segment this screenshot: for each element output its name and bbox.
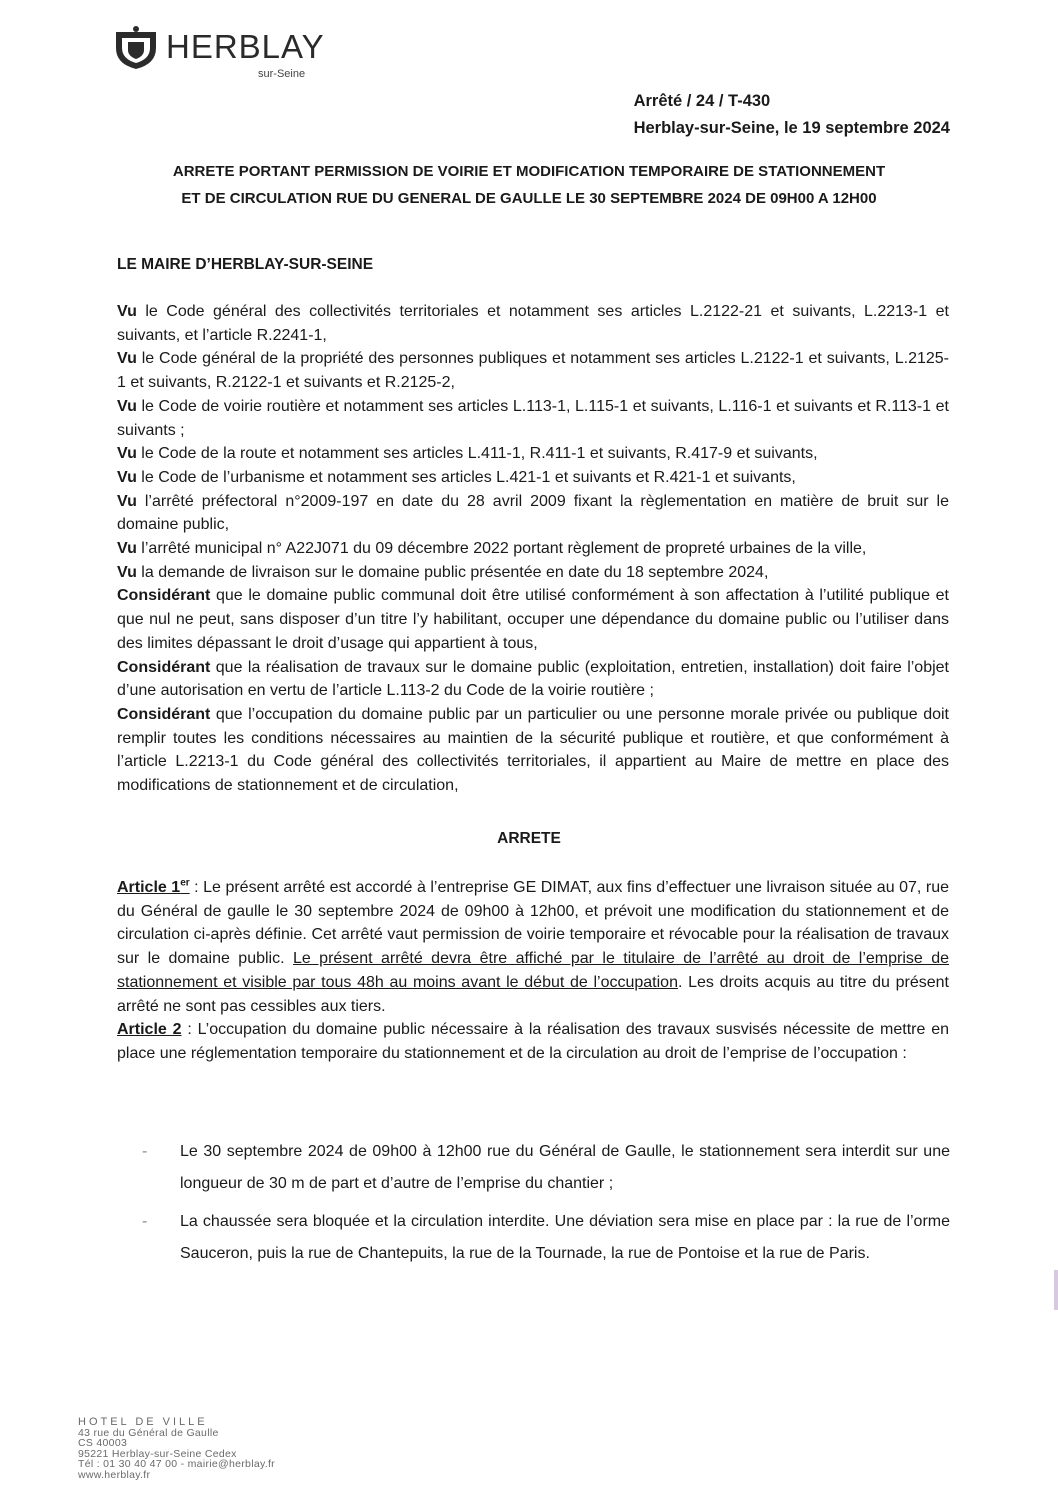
visa-item: Vu l’arrêté préfectoral n°2009-197 en date du 28 avril 2009 fixant la règlementation en matière de bruit sur le domaine public, xyxy=(117,492,949,534)
article-1-label: Article 1 xyxy=(117,879,181,896)
scan-edge-mark xyxy=(1054,1270,1058,1310)
visa-item: Vu le Code général des collectivités territoriales et notamment ses articles L.2122-21 et suivants, L.2213-1 et suivants, et l’article R.2241-1, xyxy=(117,303,949,344)
bullet-dash-icon: - xyxy=(142,1143,148,1160)
footer-address: HOTEL DE VILLE 43 rue du Général de Gaulle CS 40003 95221 Herblay-sur-Seine Cedex Tél : 01 30 40 47 00 - mairie@herblay.fr www.herblay.fr xyxy=(78,1416,275,1481)
reference-block xyxy=(634,88,950,142)
herblay-logo xyxy=(112,22,342,84)
logo-name: HERBLAY xyxy=(166,28,325,65)
visa-item: Vu l’arrêté municipal n° A22J071 du 09 décembre 2022 portant règlement de propreté urbaines de la ville, xyxy=(117,540,867,558)
mayor-heading: LE MAIRE D’HERBLAY-SUR-SEINE xyxy=(117,256,374,273)
footer-heading: HOTEL DE VILLE xyxy=(78,1416,208,1428)
title-line-2: ET DE CIRCULATION RUE DU GENERAL DE GAULLE LE 30 SEPTEMBRE 2024 DE 09H00 A 12H00 xyxy=(181,190,877,207)
measures-list xyxy=(142,1136,950,1276)
visa-item: Vu la demande de livraison sur le domaine public présentée en date du 18 septembre 2024, xyxy=(117,563,769,581)
considerant-item: Considérant que le domaine public communal doit être utilisé conformément à son affectation à l’utilité publique et que nul ne peut, sans disposer d’un titre l’y habilitant, occuper une dépendance du domaine public ou l’utiliser dans des limites dépassant le droit d’usage qui appartient à tous, xyxy=(117,587,949,652)
article-2-label: Article 2 xyxy=(117,1021,182,1039)
logo-subtitle: sur-Seine xyxy=(258,68,306,80)
place-date: Herblay-sur-Seine, le 19 septembre 2024 xyxy=(633,119,950,137)
document-title xyxy=(90,158,968,212)
visa-item: Vu le Code général de la propriété des personnes publiques et notamment ses articles L.2122-1 et suivants, L.2125-1 et suivants, R.2122-1 et suivants et R.2125-2, xyxy=(117,350,949,392)
visa-item: Vu le Code de l’urbanisme et notamment ses articles L.421-1 et suivants et R.421-1 et suivants, xyxy=(117,468,796,486)
bullet-dash-icon: - xyxy=(142,1213,148,1230)
article-1: Article 1er : Le présent arrêté est accordé à l’entreprise GE DIMAT, aux fins d’effectuer une livraison située au 07, rue du Général de gaulle le 30 septembre 2024 de 09h00 à 12h00, et prévoit une modification du stationnement et de circulation ci-après définie. Cet arrêté vaut permission de voirie temporaire et révocable pour la réalisation de travaux sur le domaine public. Le présent arrêté devra être affiché par le titulaire de l’arrêté au droit de l’emprise de stationnement et visible par tous 48h au moins avant le début de l’occupation. Les droits acquis au titre du présent arrêté ne sont pas cessibles aux tiers. xyxy=(117,877,950,1015)
title-line-1: ARRETE PORTANT PERMISSION DE VOIRIE ET MODIFICATION TEMPORAIRE DE STATIONNEMENT xyxy=(172,163,886,180)
visa-item: Vu le Code de voirie routière et notamment ses articles L.113-1, L.115-1 et suivants, L.116-1 et suivants et R.113-1 et suivants ; xyxy=(117,397,949,439)
arrete-reference: Arrêté / 24 / T-430 xyxy=(633,92,771,110)
arrete-heading: ARRETE xyxy=(497,830,561,847)
visas-section xyxy=(117,300,949,798)
article-1-posting-requirement: Le présent arrêté devra être affiché par le titulaire de l’arrêté au droit de l’emprise de stationnement et visible par tous 48h au moins avant le début de l’occupation xyxy=(117,950,949,991)
list-item: - Le 30 septembre 2024 de 09h00 à 12h00 rue du Général de Gaulle, le stationnement sera interdit sur une longueur de 30 m de part et d’autre de l’emprise du chantier ; xyxy=(142,1136,950,1200)
city-crest-icon xyxy=(112,26,160,70)
list-item: - La chaussée sera bloquée et la circulation interdite. Une déviation sera mise en place par : la rue de l’orme Sauceron, puis la rue de Chantepuits, la rue de la Tournade, la rue de Pontoise et la rue de Paris. xyxy=(142,1206,950,1270)
visa-item: Vu le Code de la route et notamment ses articles L.411-1, R.411-1 et suivants, R.417-9 et suivants, xyxy=(117,445,818,463)
considerant-item: Considérant que la réalisation de travaux sur le domaine public (exploitation, entretien, installation) doit faire l’objet d’une autorisation en vertu de l’article L.113-2 du Code de la voirie routière ; xyxy=(117,658,949,700)
article-2: Article 2 : L’occupation du domaine public nécessaire à la réalisation des travaux susvisés nécessite de mettre en place une réglementation temporaire du stationnement et de la circulation au droit de l’emprise de l’occupation : xyxy=(117,1021,950,1062)
considerant-item: Considérant que l’occupation du domaine public par un particulier ou une personne morale privée ou publique doit remplir toutes les conditions nécessaires au maintien de la sécurité publique et routière, et que conformément à l’article L.2213-1 du Code général des collectivités territoriales, il appartient au Maire de mettre en place des modifications de stationnement et de circulation, xyxy=(117,705,949,795)
articles-section xyxy=(117,876,949,1066)
